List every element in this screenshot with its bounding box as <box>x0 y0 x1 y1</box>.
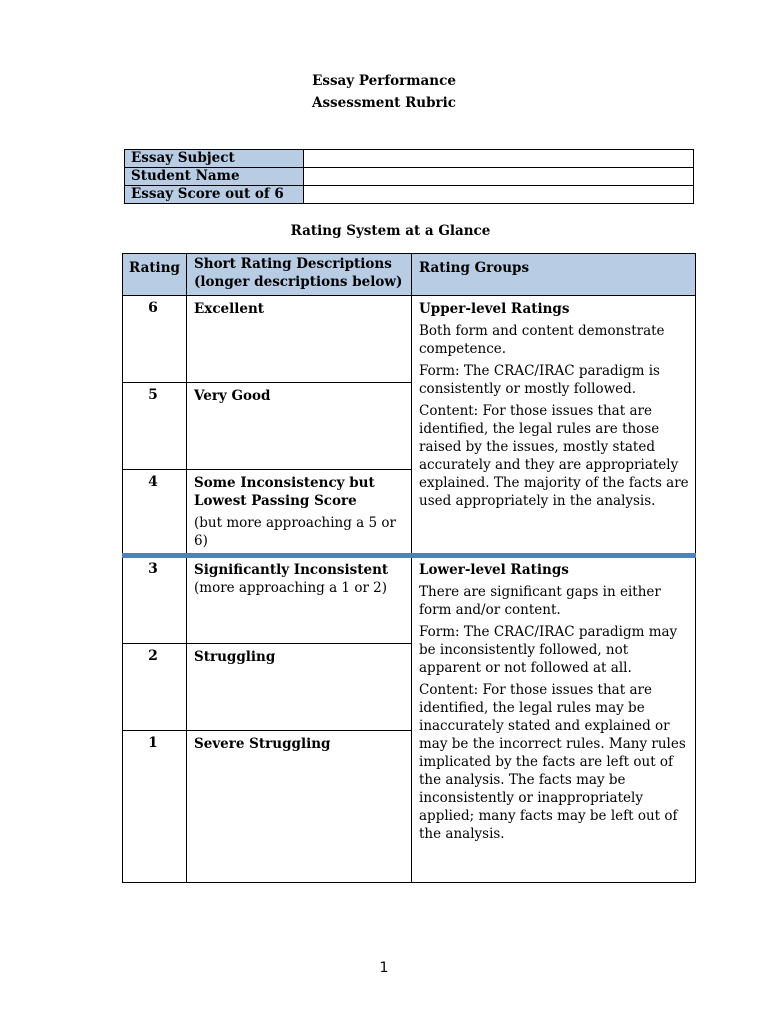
rating-number: 2 <box>148 648 158 664</box>
rating-label: Significantly Inconsistent <box>194 562 389 578</box>
rating-description <box>194 474 406 550</box>
rating-cell <box>122 730 187 883</box>
essay-subject-field[interactable] <box>304 150 694 168</box>
group-summary: There are significant gaps in either form and/or content. <box>419 584 661 618</box>
group-summary: Both form and content demonstrate competence. <box>419 323 665 357</box>
rating-description <box>194 735 406 753</box>
rating-label: Severe Struggling <box>194 736 331 752</box>
group-heading: Lower-level Ratings <box>419 562 569 578</box>
glance-title: Rating System at a Glance <box>290 223 491 239</box>
rating-note: (but more approaching a 5 or 6) <box>194 515 396 549</box>
page-number: 1 <box>379 960 389 976</box>
group-content: Content: For those issues that are identified, the legal rules may be inaccurately stated and explained or may be the incorrect rules. Many rules implicated by the facts are left out of the analysis. The facts may be inconsistently or inappropriately applied; many facts may be left out of the analysis. <box>419 682 686 842</box>
upper-group-text <box>419 300 691 514</box>
group-heading: Upper-level Ratings <box>419 301 570 317</box>
title-line-2: Assessment Rubric <box>311 95 457 111</box>
group-form: Form: The CRAC/IRAC paradigm is consistently or mostly followed. <box>419 363 660 397</box>
essay-subject-label: Essay Subject <box>125 150 304 168</box>
rating-label: Some Inconsistency but Lowest Passing Score <box>194 475 375 509</box>
header-rating: Rating <box>129 260 180 276</box>
rating-note: (more approaching a 1 or 2) <box>194 580 388 596</box>
rating-number: 6 <box>148 300 158 316</box>
rating-description <box>194 387 406 405</box>
header-rating-groups: Rating Groups <box>419 260 530 276</box>
rating-label: Excellent <box>194 301 265 317</box>
rating-number: 3 <box>148 561 158 577</box>
student-name-field[interactable] <box>304 168 694 186</box>
table-row <box>125 186 694 204</box>
student-info-table <box>124 149 694 204</box>
rating-description <box>194 648 406 666</box>
rating-description <box>194 300 406 318</box>
rating-number: 5 <box>148 387 158 403</box>
essay-score-field[interactable] <box>304 186 694 204</box>
rating-number: 4 <box>148 474 158 490</box>
essay-score-label: Essay Score out of 6 <box>125 186 304 204</box>
upper-lower-separator <box>122 553 696 558</box>
group-content: Content: For those issues that are identified, the legal rules are those raised by the issues, mostly stated accurately and they are appropriately explained. The majority of the facts are used appropriately in the analysis. <box>419 403 689 509</box>
rating-number: 1 <box>148 735 158 751</box>
rating-label: Very Good <box>194 388 271 404</box>
student-name-label: Student Name <box>125 168 304 186</box>
rating-description <box>194 561 406 597</box>
header-short-desc-line1: Short Rating Descriptions <box>194 256 392 272</box>
table-row <box>125 168 694 186</box>
title-line-1: Essay Performance <box>312 73 456 89</box>
header-short-desc-line2: (longer descriptions below) <box>194 274 403 290</box>
group-form: Form: The CRAC/IRAC paradigm may be inconsistently followed, not apparent or not followed at all. <box>419 624 678 676</box>
rating-label: Struggling <box>194 649 276 665</box>
lower-group-text <box>419 561 691 847</box>
table-row <box>125 150 694 168</box>
